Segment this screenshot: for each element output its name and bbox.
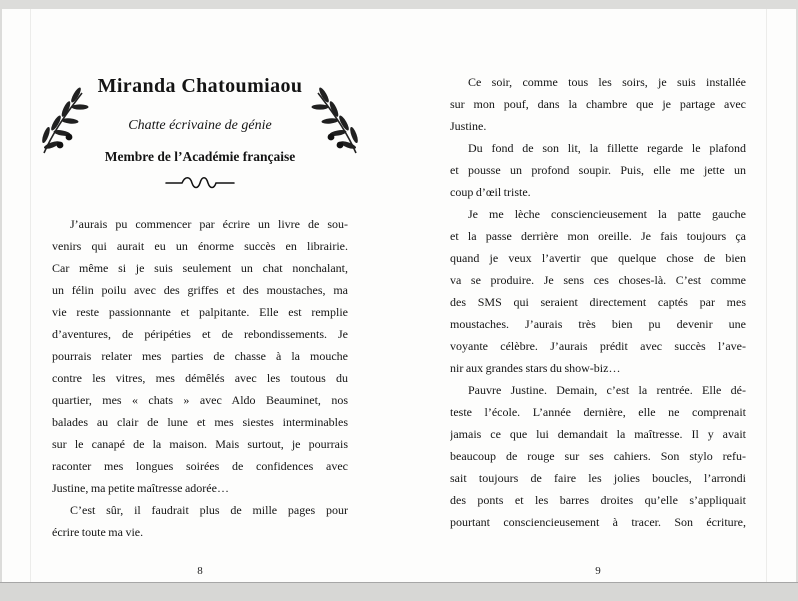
text-line: sait toujours de faire les jolies boucles, l’arrondi	[450, 471, 746, 485]
text-line: voyante célèbre. J’aurais prédit avec succès l’ave-	[450, 339, 746, 353]
text-line: beaucoup de rouge sur ses cahiers. Son stylo refu-	[450, 449, 746, 463]
text-line: sur mon pouf, dans la chambre que je partage avec	[450, 97, 746, 111]
text-line: Ce soir, comme tous les soirs, je suis installée	[468, 75, 746, 89]
right-page-fold-line	[766, 9, 767, 582]
text-line: sur le canapé de la maison. Mais surtout, je pourrais	[52, 437, 348, 451]
text-line: teste l’école. L’année dernière, elle ne comprenait	[450, 405, 746, 419]
chapter-author-affiliation: Membre de l’Académie française	[104, 149, 296, 164]
text-line: et pousse un profond soupir. Puis, elle me jette un	[450, 163, 746, 177]
text-line: pourtant consciencieusement à tracer. Son écriture,	[450, 515, 746, 529]
page-bottom-edge	[0, 582, 798, 601]
text-line: quand je veux l’avertir que quelque chose de bien	[450, 251, 746, 265]
text-line: quartier, mes « chats » avec Aldo Beauminet, nos	[52, 393, 348, 407]
text-line: nir aux grandes stars du show-biz…	[450, 361, 621, 375]
paragraph	[52, 213, 348, 499]
paragraph	[450, 71, 746, 137]
left-page-number: 8	[197, 565, 203, 577]
right-page-number: 9	[595, 565, 601, 577]
text-line: d’aventures, de péripéties et de rebondissements. Je	[52, 327, 348, 341]
page-left-edge	[0, 0, 2, 601]
chapter-author-title: Miranda Chatoumiaou	[97, 75, 303, 97]
text-line: Du fond de son lit, la fillette regarde le plafond	[468, 141, 746, 155]
text-line: Je me lèche consciencieusement la patte gauche	[468, 207, 746, 221]
text-line: venirs qui aurait eu un énorme succès en librairie.	[52, 239, 348, 253]
text-line: des ponts et les barres droites qu’elle s’appliquait	[450, 493, 746, 507]
paragraph	[450, 137, 746, 203]
text-line: pourrais relater mes parties de chasse à la mouche	[52, 349, 348, 363]
chapter-author-subtitle: Chatte écrivaine de génie	[128, 118, 272, 133]
text-line: Justine, ma petite maîtresse adorée…	[52, 481, 229, 495]
text-line: J’aurais pu commencer par écrire un livre de sou-	[70, 217, 348, 231]
page-right	[450, 9, 746, 582]
text-line: Car même si je suis seulement un chat nonchalant,	[52, 261, 348, 275]
text-line: contre les vitres, mes démêlés avec les toutous du	[52, 371, 348, 385]
paragraph	[450, 203, 746, 379]
text-line: Justine.	[450, 119, 487, 133]
divider-ornament-icon	[52, 175, 348, 194]
text-line: C’est sûr, il faudrait plus de mille pages pour	[70, 503, 348, 517]
text-line: raconter mes longues soirées de confidences avec	[52, 459, 348, 473]
text-line: balades au clair de lune et mes siestes interminables	[52, 415, 348, 429]
text-line: et la passe derrière mon oreille. Je fais toujours ça	[450, 229, 746, 243]
paragraph	[52, 499, 348, 543]
text-line: coup d’œil triste.	[450, 185, 531, 199]
text-line: vie reste passionnante et palpitante. Elle est remplie	[52, 305, 348, 319]
text-line: écrire toute ma vie.	[52, 525, 144, 539]
left-page-body-text	[52, 213, 348, 543]
left-page-fold-line	[30, 9, 31, 582]
page-top-edge	[0, 0, 798, 9]
text-line: va se produire. Je sens ces choses-là. C’est comme	[450, 273, 746, 287]
paragraph	[450, 379, 746, 533]
page-left	[52, 9, 348, 582]
text-line: un félin poilu avec des griffes et des moustaches, ma	[52, 283, 348, 297]
text-line: des SMS qui seraient directement captés par mes	[450, 295, 746, 309]
right-page-body-text	[450, 71, 746, 533]
text-line: Pauvre Justine. Demain, c’est la rentrée. Elle dé-	[468, 383, 746, 397]
text-line: jamais ce que lui demandait la maîtresse. Il y avait	[450, 427, 746, 441]
text-line: moustaches. J’aurais très bien pu devenir une	[450, 317, 746, 331]
